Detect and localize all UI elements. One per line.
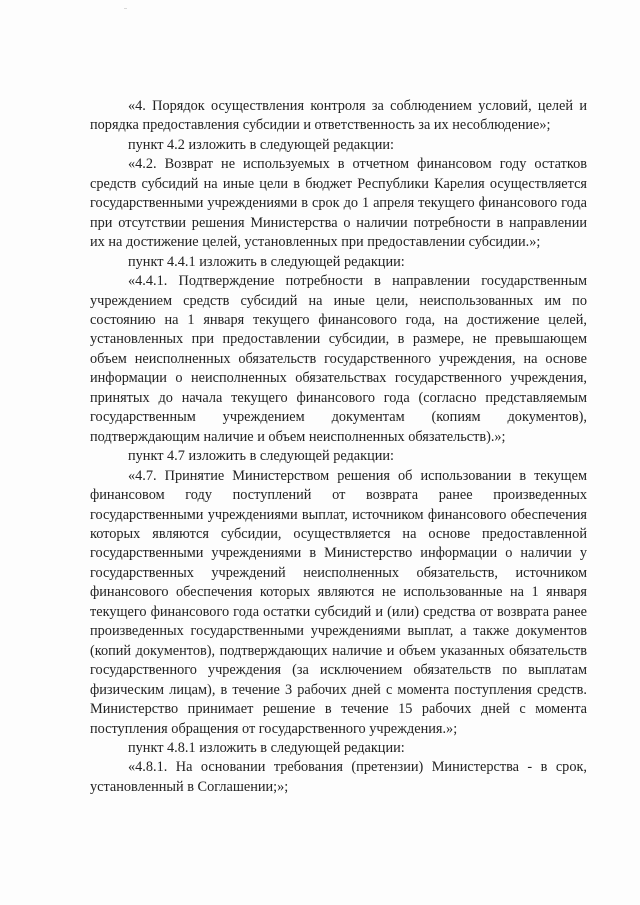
paragraph-point-4-7: «4.7. Принятие Министерством решения об использовании в текущем финансовом году поступлений от возврата ранее произведенных государственными учреждениями выплат, источником финансового обеспечения которых являются субсидии, осуществляется на основе предоставленной государственными учреждениями в Министерство информации о наличии у государственных учреждений неисполненных обязательств, источником финансового обеспечения которых являются не использованные на 1 января текущего финансового года остатки субсидий и (или) средства от возврата ранее произведенных государственными учреждениями выплат, а также документов (копий документов), подтверждающих наличие и объем указанных обязательств государственного учреждения (за исключением обязательств по выплатам физическим лицам), в течение 3 рабочих дней с момента поступления средств. Министерство принимает решение в течение 15 рабочих дней с момента поступления обращения от государственного учреждения.»; [90,467,587,737]
paragraph-point-4-2: «4.2. Возврат не используемых в отчетном финансовом году остатков средств субсидий на иные цели в бюджет Республики Карелия осуществляется государственными учреждениями в срок до 1 апреля текущего финансового года при отсутствии решения Министерства о наличии потребности в направлении их на достижение целей, установленных при предоставлении субсидии.»; [90,156,587,251]
paragraph-section-4-title: «4. Порядок осуществления контроля за соблюдением условий, целей и порядка предоставления субсидии и ответственность за их несоблюдение»; [90,98,587,134]
instruction-point-4-7: пункт 4.7 изложить в следующей редакции: [128,448,395,465]
instruction-point-4-8-1: пункт 4.8.1 изложить в следующей редакции: [128,739,405,756]
scan-speck [124,8,127,9]
paragraph-point-4-8-1: «4.8.1. На основании требования (претензии) Министерства - в срок, установленный в Соглашении;»; [90,759,587,795]
instruction-point-4-4-1: пункт 4.4.1 изложить в следующей редакции: [128,253,405,270]
paragraph-point-4-4-1: «4.4.1. Подтверждение потребности в направлении государственным учреждением средств субсидий на иные цели, неиспользованных им по состоянию на 1 января текущего финансового года, на достижение целей, установленных при предоставлении субсидии, в размере, не превышающем объем неисполненных обязательств государственного учреждения, на основе информации о неисполненных обязательствах государственного учреждения, принятых до начала текущего финансового года (согласно представляемым государственным учреждением документам (копиям документов), подтверждающим наличие и объем неисполненных обязательств).»; [90,273,587,445]
instruction-point-4-2: пункт 4.2 изложить в следующей редакции: [128,136,395,153]
document-body [90,97,587,797]
